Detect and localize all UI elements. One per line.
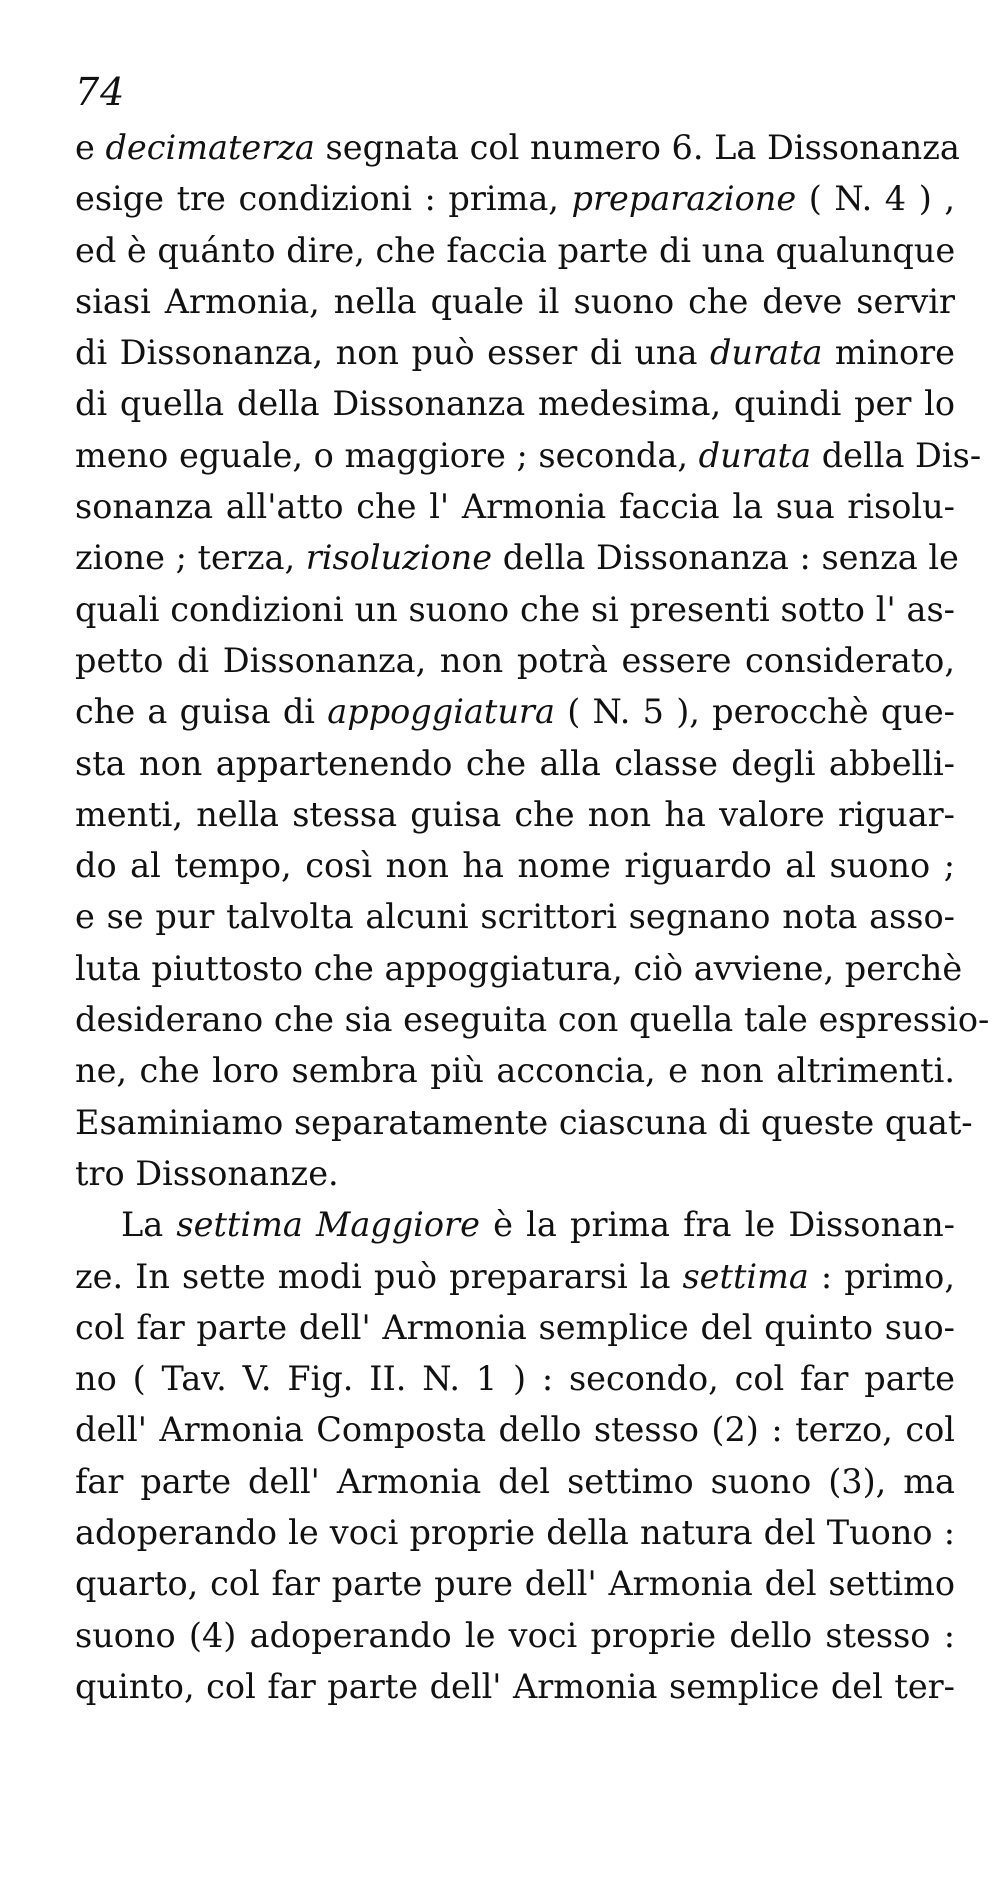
text-run: tro Dissonanze.	[75, 1153, 339, 1193]
text-run: sonanza all'atto che l' Armonia faccia la sua risolu-	[75, 487, 955, 527]
text-run: di Dissonanza, non può esser di una	[75, 333, 710, 373]
text-line	[75, 481, 955, 532]
text-line	[75, 327, 955, 378]
text-line	[75, 1507, 955, 1558]
text-run: ne, che loro sembra più acconcia, e non altrimenti.	[75, 1051, 955, 1091]
text-line	[75, 430, 982, 481]
text-line	[75, 1610, 955, 1661]
text-run: menti, nella stessa guisa che non ha valore riguar-	[75, 794, 955, 834]
text-line	[75, 1661, 955, 1712]
text-line	[75, 1148, 955, 1199]
body-text	[75, 122, 990, 1712]
text-run: siasi Armonia, nella quale il suono che deve servir	[75, 281, 955, 321]
text-line	[75, 738, 955, 789]
text-run: Esaminiamo separatamente ciascuna di queste quat-	[75, 1102, 973, 1142]
text-line	[75, 1353, 955, 1404]
text-run: esige tre condizioni : prima,	[75, 179, 572, 219]
text-line	[75, 840, 955, 891]
text-run: che a guisa di	[75, 692, 328, 732]
text-run: far parte dell' Armonia del settimo suono (3), ma	[75, 1461, 955, 1501]
text-line	[75, 1045, 955, 1096]
text-run: no ( Tav. V. Fig. II. N. 1 ) : secondo, col far parte	[75, 1359, 955, 1399]
text-run: do al tempo, così non ha nome riguardo al suono ;	[75, 846, 955, 886]
text-run: ed è quánto dire, che faccia parte di una qualunque	[75, 230, 956, 270]
text-run: desiderano che sia eseguita con quella tale espressio-	[75, 1000, 990, 1040]
text-line	[75, 225, 955, 276]
text-run: quali condizioni un suono che si presenti sotto l' as-	[75, 589, 955, 629]
italic-text: risoluzione	[305, 538, 493, 578]
text-line	[75, 276, 955, 327]
text-run: minore	[822, 333, 955, 373]
text-line	[75, 378, 955, 429]
text-line	[75, 994, 990, 1045]
text-run: e	[75, 128, 106, 167]
text-run: della Dissonanza : senza le	[492, 538, 959, 578]
text-line	[75, 943, 963, 994]
text-run: petto di Dissonanza, non potrà essere considerato,	[75, 640, 955, 680]
text-run: adoperando le voci proprie della natura del Tuono :	[75, 1513, 955, 1553]
text-run: segnata col numero 6. La Dissonanza	[314, 128, 960, 167]
text-run: di quella della Dissonanza medesima, quindi per lo	[75, 384, 955, 424]
text-line	[75, 1199, 955, 1250]
text-line	[75, 173, 955, 224]
text-run: dell' Armonia Composta dello stesso (2) : terzo, col	[75, 1410, 955, 1450]
text-run: quarto, col far parte pure dell' Armonia del settimo	[75, 1564, 955, 1604]
italic-text: decimaterza	[105, 128, 315, 167]
text-line	[75, 1302, 955, 1353]
text-line	[75, 686, 955, 737]
italic-text: appoggiatura	[327, 692, 555, 732]
text-run: della Dis-	[811, 435, 982, 475]
text-run: ( N. 5 ), perocchè que-	[554, 692, 955, 732]
italic-text: settima Maggiore	[176, 1205, 480, 1245]
text-run: sta non appartenendo che alla classe degli abbelli-	[75, 743, 955, 783]
text-line	[75, 122, 960, 173]
text-run: e se pur talvolta alcuni scrittori segnano nota asso-	[75, 897, 955, 937]
text-line	[75, 1097, 973, 1148]
text-run: suono (4) adoperando le voci proprie dello stesso :	[75, 1615, 955, 1655]
text-line	[75, 635, 955, 686]
italic-text: durata	[698, 435, 812, 475]
italic-text: durata	[709, 333, 823, 373]
italic-text: preparazione	[571, 179, 797, 219]
text-line	[75, 1456, 955, 1507]
text-run: quinto, col far parte dell' Armonia semplice del ter-	[75, 1666, 955, 1706]
text-line	[75, 1251, 955, 1302]
text-run: ( N. 4 ) ,	[796, 179, 955, 219]
text-run: : primo,	[808, 1256, 955, 1296]
text-run: La	[121, 1205, 177, 1245]
italic-text: settima	[682, 1256, 809, 1296]
text-line	[75, 1558, 955, 1609]
text-run: ze. In sette modi può prepararsi la	[75, 1256, 683, 1296]
text-run: luta piuttosto che appoggiatura, ciò avviene, perchè	[75, 948, 963, 988]
text-run: meno eguale, o maggiore ; seconda,	[75, 435, 699, 475]
text-line	[75, 584, 955, 635]
text-run: è la prima fra le Dissonan-	[479, 1205, 955, 1245]
text-run: zione ; terza,	[75, 538, 306, 578]
text-line	[75, 891, 955, 942]
text-line	[75, 789, 955, 840]
page-number: 74	[75, 70, 126, 114]
text-line	[75, 532, 959, 583]
text-run: col far parte dell' Armonia semplice del quinto suo-	[75, 1307, 955, 1347]
text-line	[75, 1404, 955, 1455]
